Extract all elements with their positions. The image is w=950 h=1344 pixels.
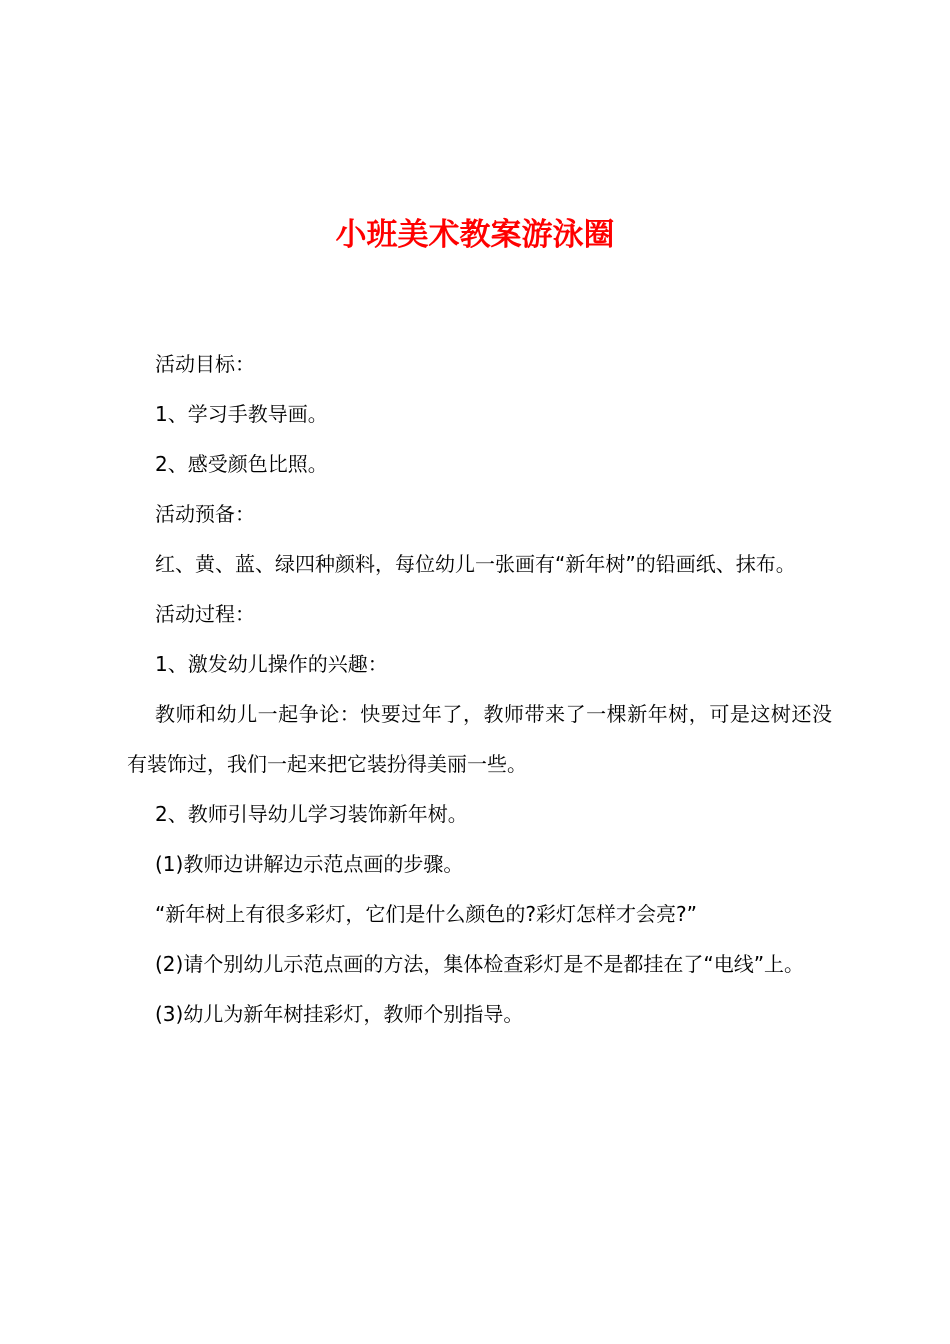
page-title: 小班美术教案游泳圈 xyxy=(335,217,615,253)
objective-item: 1、学习手教导画。 xyxy=(155,402,328,426)
objective-item: 2、感受颜色比照。 xyxy=(155,452,328,476)
process-substep: (3)幼儿为新年树挂彩灯，教师个别指导。 xyxy=(155,1002,524,1026)
preparation-text: 红、黄、蓝、绿四种颜料，每位幼儿一张画有“新年树”的铅画纸、抹布。 xyxy=(155,552,796,576)
document-body xyxy=(127,339,832,1039)
section-heading-preparation: 活动预备： xyxy=(155,502,255,526)
section-heading-process: 活动过程： xyxy=(155,602,255,626)
process-text: 教师和幼儿一起争论：快要过年了，教师带来了一棵新年树，可是这树还没有装饰过，我们一起来把它装扮得美丽一些。 xyxy=(127,702,832,776)
process-substep: (2)请个别幼儿示范点画的方法，集体检查彩灯是不是都挂在了“电线”上。 xyxy=(155,952,805,976)
process-step: 2、教师引导幼儿学习装饰新年树。 xyxy=(155,802,468,826)
process-substep: (1)教师边讲解边示范点画的步骤。 xyxy=(155,852,464,876)
process-step: 1、激发幼儿操作的兴趣： xyxy=(155,652,388,676)
section-heading-objectives: 活动目标： xyxy=(155,352,255,376)
process-quote: “新年树上有很多彩灯，它们是什么颜色的?彩灯怎样才会亮?” xyxy=(155,902,697,926)
